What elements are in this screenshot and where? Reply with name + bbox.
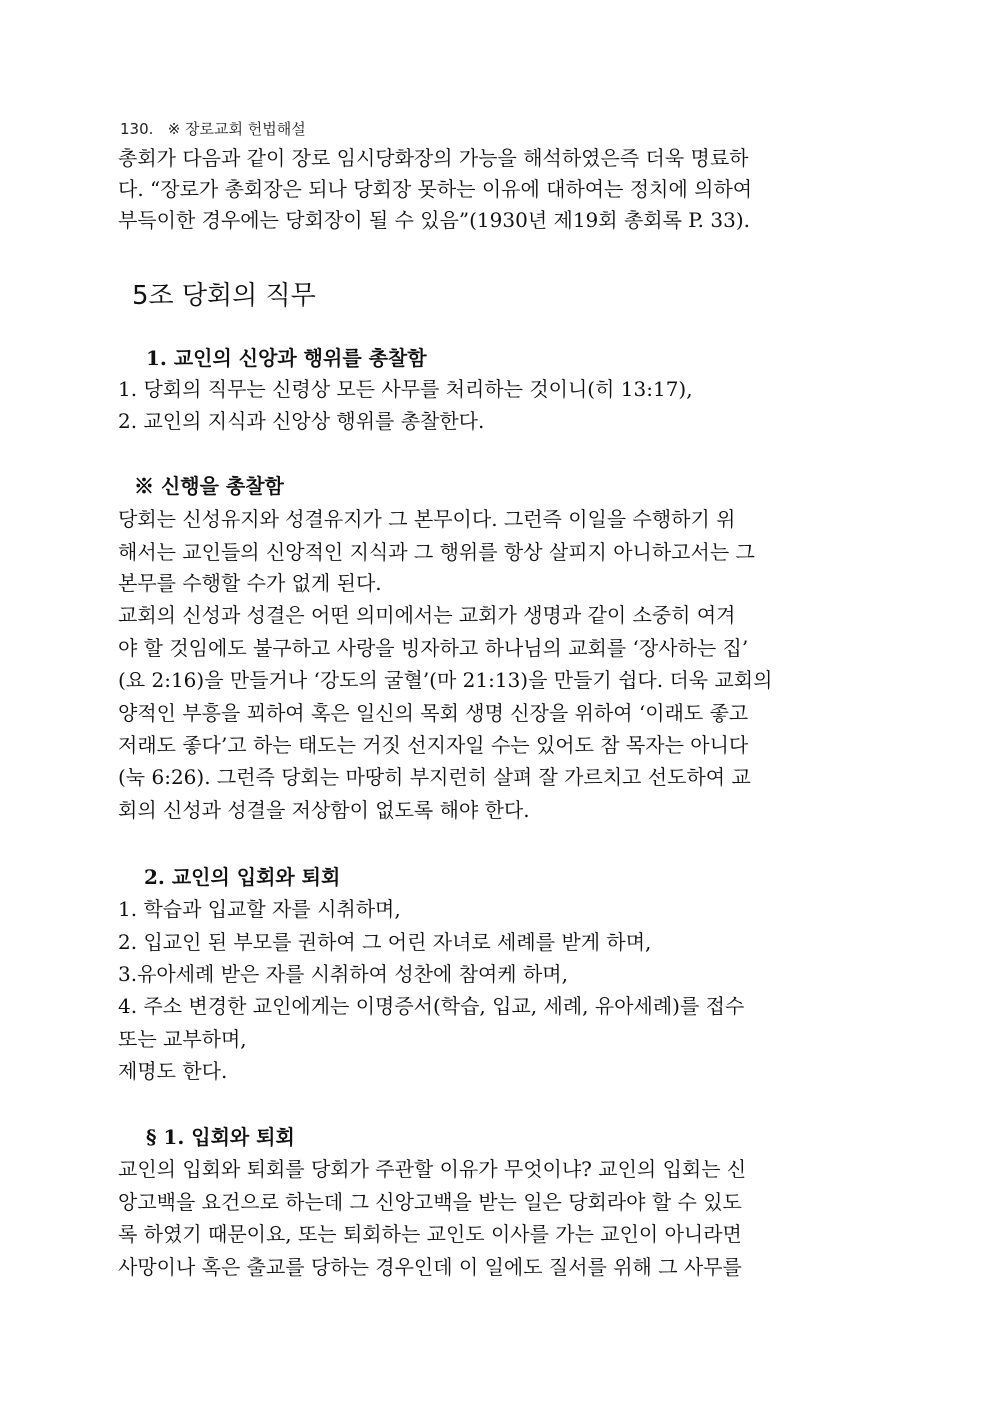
list-item: 3.유아세례 받은 자를 시취하여 성찬에 참여케 하며, [118, 962, 568, 986]
paragraph-line: 당회는 신성유지와 성결유지가 그 본무이다. 그런즉 이일을 수행하기 위 [118, 507, 736, 531]
list-item: 1. 학습과 입교할 자를 시취하며, [118, 897, 401, 921]
intro-line: 총회가 다음과 같이 장로 임시당화장의 가능을 해석하였은즉 더욱 명료하 [118, 146, 749, 170]
section-heading: 2. 교인의 입회와 퇴회 [144, 865, 341, 889]
subsection-heading: § 1. 입회와 퇴회 [146, 1125, 295, 1149]
note-heading: ※ 신행을 총찰함 [134, 474, 284, 498]
paragraph-line: 본무를 수행할 수가 없게 된다. [118, 571, 382, 595]
intro-line: 다. “장로가 총회장은 되나 당회장 못하는 이유에 대하여는 정치에 의하여 [118, 177, 753, 201]
paragraph-line: (요 2:16)을 만들거나 ‘강도의 굴혈’(마 21:13)을 만들기 쉽다. 더욱 교회의 [118, 668, 773, 692]
paragraph-line: 야 할 것임에도 불구하고 사랑을 빙자하고 하나님의 교회를 ‘장사하는 집’ [118, 636, 749, 660]
chapter-title: 5조 당회의 직무 [132, 281, 316, 311]
paragraph-line: 교회의 신성과 성결은 어떤 의미에서는 교회가 생명과 같이 소중히 여겨 [118, 603, 736, 627]
page-number: 130. [120, 120, 154, 138]
paragraph-line: (눅 6:26). 그런즉 당회는 마땅히 부지런히 살펴 잘 가르치고 선도하여 교 [118, 765, 751, 789]
paragraph-line: 앙고백을 요건으로 하는데 그 신앙고백을 받는 일은 당회라야 할 수 있도 [118, 1190, 742, 1214]
paragraph-line: 회의 신성과 성결을 저상함이 없도록 해야 한다. [118, 798, 530, 822]
intro-line: 부득이한 경우에는 당회장이 될 수 있음”(1930년 제19회 총회록 P. 33). [118, 208, 751, 232]
paragraph-line: 1. 당회의 직무는 신령상 모든 사무를 처리하는 것이니(히 13:17), [118, 377, 693, 401]
paragraph-line: 사망이나 혹은 출교를 당하는 경우인데 이 일에도 질서를 위해 그 사무를 [118, 1255, 742, 1279]
section-heading: 1. 교인의 신앙과 행위를 총찰함 [146, 346, 427, 370]
paragraph-line: 양적인 부흥을 꾀하여 혹은 일신의 목회 생명 신장을 위하여 ‘이래도 좋고 [118, 701, 749, 725]
paragraph-line: 해서는 교인들의 신앙적인 지식과 그 행위를 항상 살피지 아니하고서는 그 [118, 540, 755, 564]
paragraph-line: 교인의 입회와 퇴회를 당회가 주관할 이유가 무엇이냐? 교인의 입회는 신 [118, 1157, 747, 1181]
list-item: 제명도 한다. [118, 1059, 228, 1083]
paragraph-line: 2. 교인의 지식과 신앙상 행위를 총찰한다. [118, 409, 485, 433]
paragraph-line: 저래도 좋다’고 하는 태도는 거짓 선지자일 수는 있어도 참 목자는 아니다 [118, 733, 749, 757]
list-item: 4. 주소 변경한 교인에게는 이명증서(학습, 입교, 세례, 유아세례)를 접수 [118, 994, 745, 1018]
running-title: ※ 장로교회 헌법해설 [167, 120, 306, 138]
list-item: 2. 입교인 된 부모를 권하여 그 어린 자녀로 세례를 받게 하며, [118, 930, 652, 954]
running-header [120, 118, 306, 139]
paragraph-line: 록 하였기 때문이요, 또는 퇴회하는 교인도 이사를 가는 교인이 아니라면 [118, 1222, 742, 1246]
list-item: 또는 교부하며, [118, 1027, 247, 1051]
